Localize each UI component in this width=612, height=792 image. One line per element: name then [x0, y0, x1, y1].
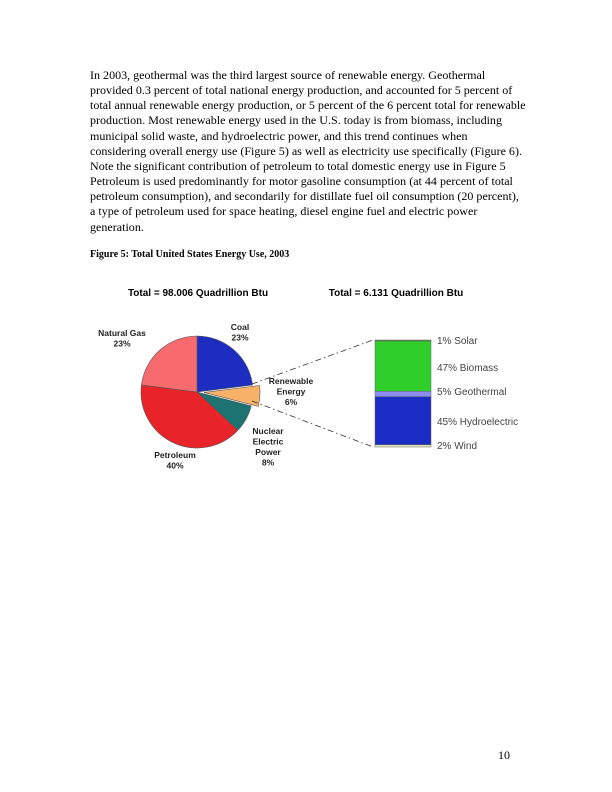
- pie-chart-title: Total = 98.006 Quadrillion Btu: [127, 288, 269, 299]
- bar-label-biomass: 47% Biomass: [437, 363, 499, 374]
- pie-label-coal: Coal 23%: [230, 322, 250, 343]
- bar-labels: [437, 336, 518, 452]
- pie-slice-coal: [197, 336, 253, 392]
- pie-label-natural-gas: Natural Gas 23%: [98, 328, 146, 349]
- pie-slice-natural-gas: [141, 336, 197, 392]
- figure-caption: Figure 5: Total United States Energy Use, 2003: [90, 249, 290, 260]
- bar-segment-geothermal: [375, 391, 431, 396]
- page-number: 10: [498, 748, 510, 762]
- bar-segment-wind: [375, 445, 431, 447]
- bar-label-solar: 1% Solar: [437, 336, 478, 347]
- pie-label-renewable-energy: Renewable Energy 6%: [268, 376, 314, 407]
- stacked-bar: [375, 340, 431, 447]
- pie-label-petroleum: Petroleum 40%: [154, 450, 196, 471]
- pie-label-nuclear-electric-power: Nuclear Electric Power 8%: [252, 426, 284, 468]
- bar-segment-hydroelectric: [375, 397, 431, 445]
- body-paragraph: In 2003, geothermal was the third largest source of renewable energy. Geothermal provided 0.3 percent of total national energy production, and accounted for 5 percent of total annual renewable energy production, or 5 percent of the 6 percent total for renewable production. Most renewable energy used in the U.S. today is from biomass, including municipal solid waste, and hydroelectric power, and this trend continues when considering overall energy use (Figure 5) as well as electricity use specifically (Figure 6). Note the significant contribution of petroleum to total domestic energy use in Figure 5 Petroleum is used predominantly for motor gasoline consumption (at 44 percent of total petroleum consumption), and secondarily for distillate fuel oil consumption (20 percent), a type of petroleum used for space heating, diesel engine fuel and electric power generation.: [90, 68, 526, 234]
- bar-chart-title: Total = 6.131 Quadrillion Btu: [328, 288, 464, 299]
- bar-label-wind: 2% Wind: [437, 441, 478, 452]
- pie-chart: [141, 336, 260, 448]
- bar-segment-biomass: [375, 341, 431, 391]
- bar-label-geothermal: 5% Geothermal: [437, 387, 507, 398]
- bar-label-hydroelectric: 45% Hydroelectric: [437, 417, 519, 428]
